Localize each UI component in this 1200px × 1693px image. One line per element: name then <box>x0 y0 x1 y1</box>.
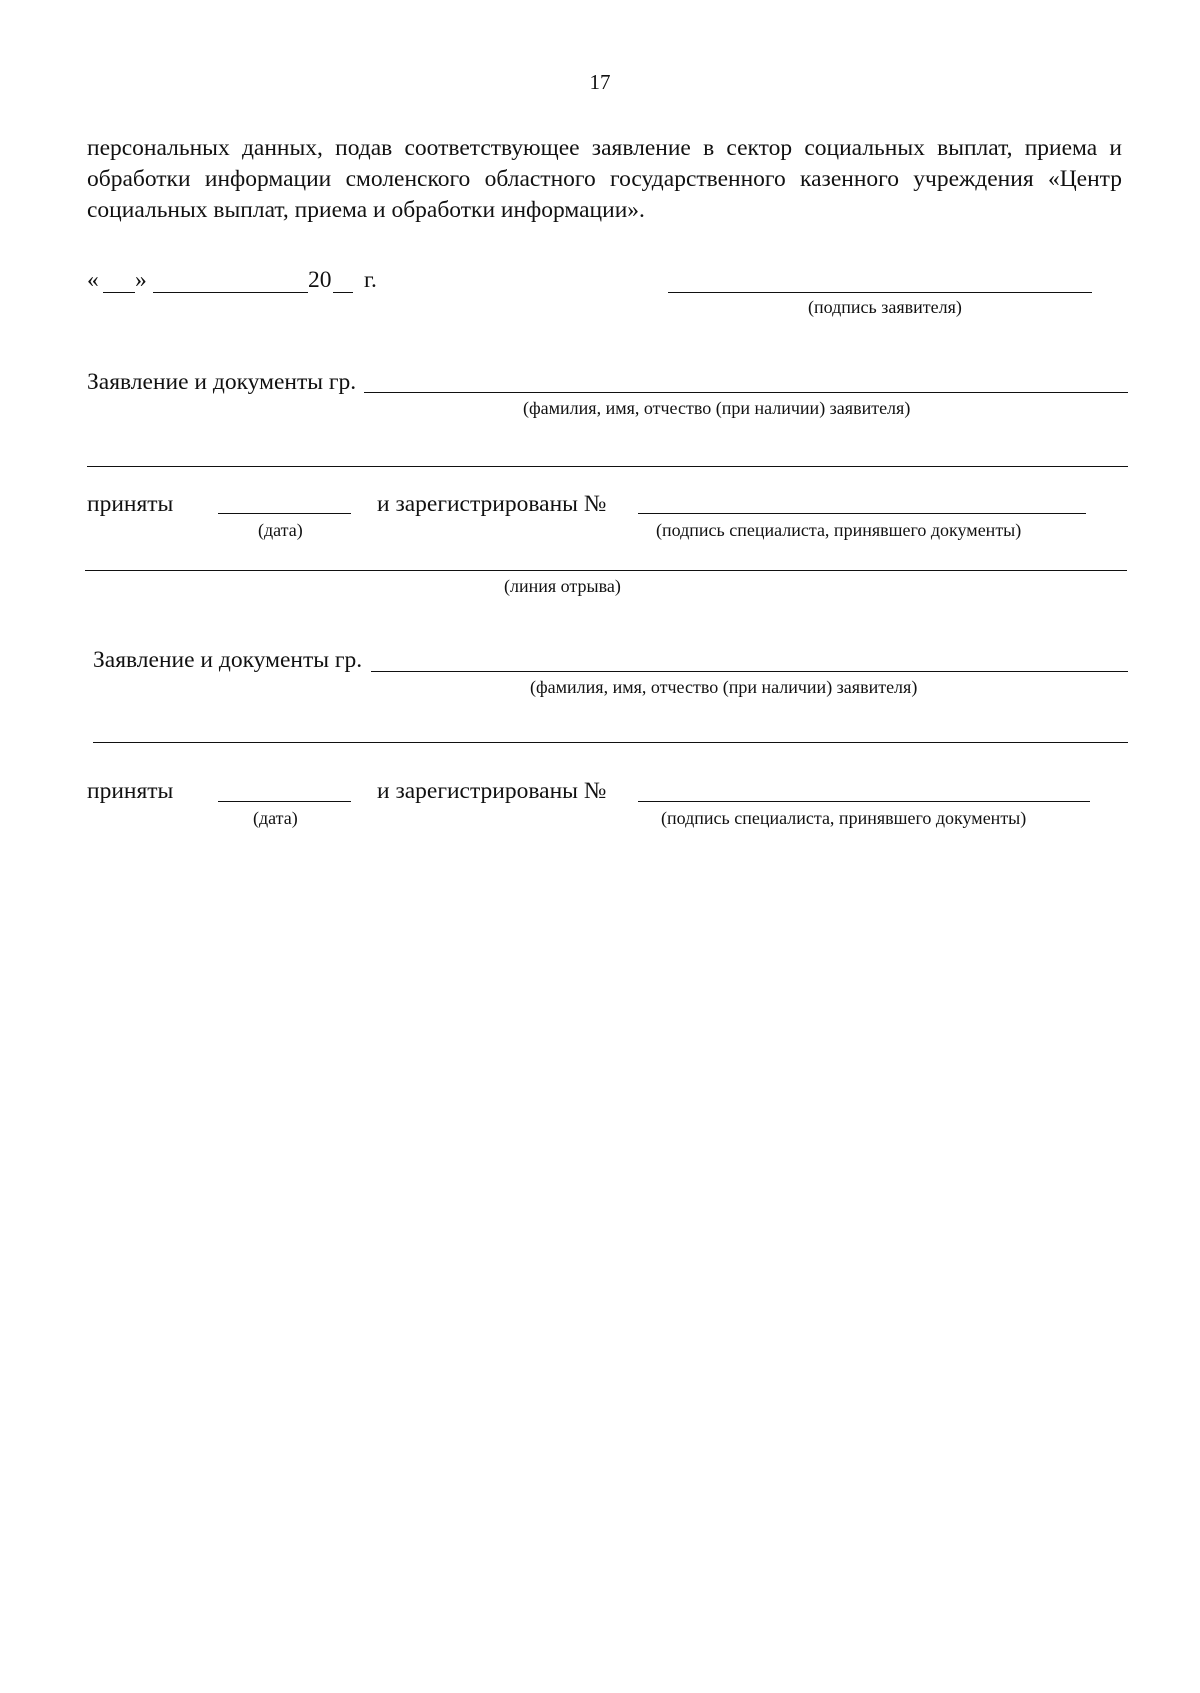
accepted-label: приняты <box>87 491 174 517</box>
date-close-quote: » <box>135 267 147 293</box>
date-caption: (дата) <box>253 808 298 828</box>
registered-label: и зарегистрированы № <box>377 491 607 517</box>
statement-label: Заявление и документы гр. <box>93 647 363 673</box>
registered-label: и зарегистрированы № <box>377 778 607 804</box>
year-field-line[interactable] <box>333 292 353 293</box>
day-field-line[interactable] <box>103 292 135 293</box>
date-caption: (дата) <box>258 520 303 540</box>
statement-label: Заявление и документы гр. <box>87 369 357 395</box>
applicant-signature-caption: (подпись заявителя) <box>808 297 962 317</box>
date-accepted-line[interactable] <box>218 801 351 802</box>
date-accepted-line[interactable] <box>218 513 351 514</box>
specialist-signature-line[interactable] <box>638 513 1086 514</box>
year-suffix: г. <box>364 267 377 293</box>
applicant-signature-line[interactable] <box>668 292 1092 293</box>
applicant-name-continuation-line[interactable] <box>93 742 1128 743</box>
applicant-name-caption: (фамилия, имя, отчество (при наличии) заявителя) <box>523 398 911 418</box>
specialist-signature-caption: (подпись специалиста, принявшего документы) <box>656 520 1022 540</box>
year-prefix: 20 <box>308 267 332 293</box>
applicant-name-line[interactable] <box>364 392 1128 393</box>
applicant-name-continuation-line[interactable] <box>87 466 1128 467</box>
specialist-signature-line[interactable] <box>638 801 1090 802</box>
applicant-name-caption: (фамилия, имя, отчество (при наличии) заявителя) <box>530 677 918 697</box>
tear-line <box>85 570 1127 571</box>
applicant-name-line[interactable] <box>371 671 1128 672</box>
tear-line-caption: (линия отрыва) <box>504 576 621 596</box>
specialist-signature-caption: (подпись специалиста, принявшего документы) <box>661 808 1027 828</box>
month-field-line[interactable] <box>153 292 308 293</box>
page-number: 17 <box>589 70 611 94</box>
accepted-label: приняты <box>87 778 174 804</box>
date-open-quote: « <box>87 267 99 293</box>
body-paragraph: персональных данных, подав соответствующее заявление в сектор социальных выплат, приема и обработки информации смоленского областного государственного казенного учреждения «Центр социальных выплат, приема и обработки информации». <box>87 135 1122 223</box>
